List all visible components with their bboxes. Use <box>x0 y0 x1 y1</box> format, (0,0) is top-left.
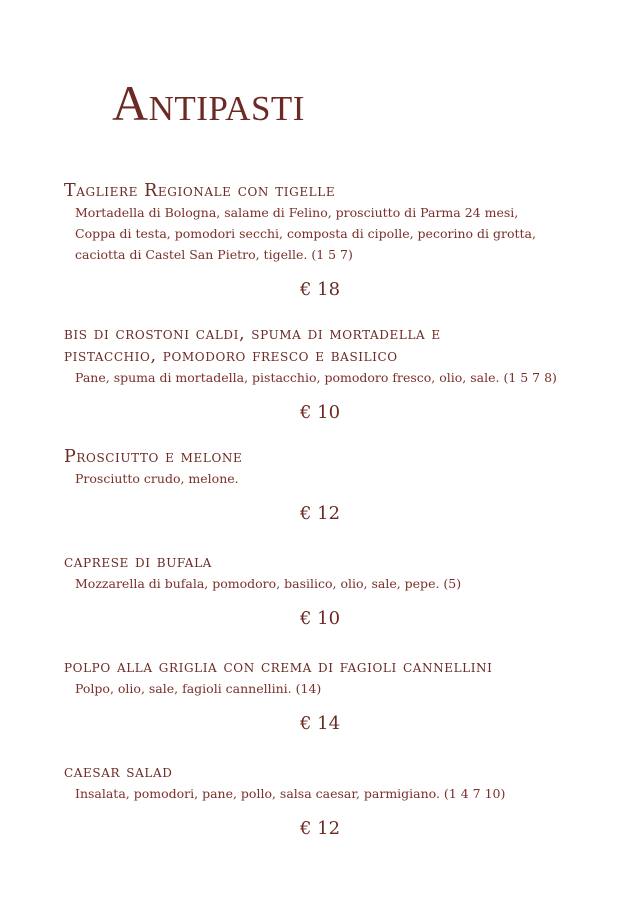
item-name: Tagliere Regionale con tigelle <box>64 181 336 201</box>
item-description: Pane, spuma di mortadella, pistacchio, pomodoro fresco, olio, sale. (1 5 7 8) <box>75 370 557 385</box>
item-description: Mozzarella di bufala, pomodoro, basilico, olio, sale, pepe. (5) <box>75 576 462 591</box>
item-description-line: Coppa di testa, pomodori secchi, composta di cipolle, pecorino di grotta, <box>75 226 536 241</box>
item-name: caprese di bufala <box>64 552 212 572</box>
item-price: € 10 <box>299 608 341 629</box>
menu-item-caesar-salad <box>64 761 604 840</box>
menu-item-caprese <box>64 551 604 630</box>
menu-item-polpo <box>64 656 604 735</box>
item-description: Polpo, olio, sale, fagioli cannellini. (14) <box>75 681 322 696</box>
item-name: polpo alla griglia con crema di fagioli cannellini <box>64 657 493 677</box>
item-name: caesar salad <box>64 762 173 782</box>
menu-item-tagliere <box>64 180 604 301</box>
menu-item-crostoni <box>64 323 604 424</box>
menu-item-prosciutto-melone <box>64 446 604 525</box>
item-price: € 12 <box>299 818 341 839</box>
menu-list <box>64 180 604 840</box>
item-name: Prosciutto e melone <box>64 447 243 467</box>
item-description: Insalata, pomodori, pane, pollo, salsa caesar, parmigiano. (1 4 7 10) <box>75 786 506 801</box>
item-price: € 10 <box>299 402 341 423</box>
item-name-line: bis di crostoni caldi, spuma di mortadella e <box>64 324 441 344</box>
item-name-line: pistacchio, pomodoro fresco e basilico <box>64 346 398 366</box>
item-price: € 14 <box>299 713 341 734</box>
item-price: € 18 <box>299 279 341 300</box>
item-price: € 12 <box>299 503 341 524</box>
item-description: Prosciutto crudo, melone. <box>75 471 239 486</box>
item-description-line: Mortadella di Bologna, salame di Felino, prosciutto di Parma 24 mesi, <box>75 205 519 220</box>
item-description-line: caciotta di Castel San Pietro, tigelle. (1 5 7) <box>75 247 353 262</box>
section-title: Antipasti <box>112 75 305 131</box>
